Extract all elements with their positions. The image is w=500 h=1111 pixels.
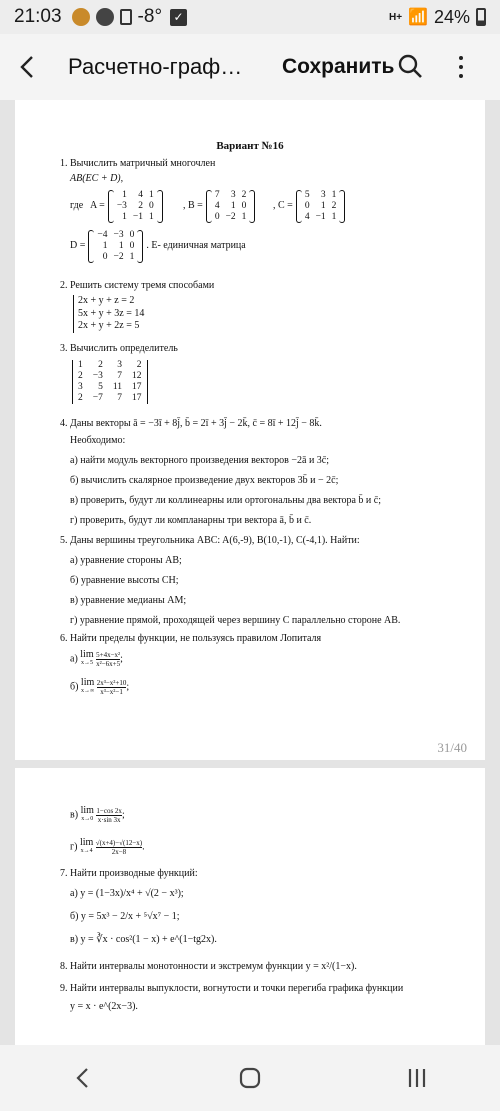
matrix-cell: 1 — [129, 252, 135, 262]
matrix-a — [90, 190, 163, 223]
matrix-cell: 0 — [102, 252, 108, 262]
task-1-expression: AB(EC + D), — [70, 173, 124, 184]
task-8-heading: 8. Найти интервалы монотонности и экстремум функции y = x²/(1−x). — [60, 961, 357, 972]
matrix-cell: 1 — [149, 190, 154, 200]
task-4-b: б) вычислить скалярное произведение двух векторов 3b̄ и − 2c̄; — [70, 475, 339, 486]
matrix-cell: 2 — [241, 190, 247, 200]
det-cell: 7 — [117, 371, 123, 381]
matrix-c-label: , C = — [273, 200, 293, 212]
item-marker: б) — [70, 681, 79, 693]
det-cell: 1 — [78, 360, 83, 370]
page-indicator: 31/40 — [437, 740, 467, 755]
matrix-cell: −1 — [132, 212, 144, 222]
fraction — [96, 651, 120, 668]
task-5-c: в) уравнение медианы AM; — [70, 595, 187, 606]
variant-title: Вариант №16 — [216, 140, 284, 152]
system-nav-bar — [0, 1045, 500, 1111]
matrix-cell: 7 — [214, 190, 220, 200]
matrix-cell: 4 — [304, 212, 310, 222]
lim-word: lim — [80, 649, 94, 660]
matrix-c-table — [302, 190, 340, 223]
task-5-heading: 5. Даны вершины треугольника ABC: A(6,-9), B(10,-1), C(-4,1). Найти: — [60, 535, 360, 546]
document-title: Расчетно-граф… — [68, 54, 243, 79]
status-time: 21:03 — [14, 6, 62, 27]
more-vert-dot — [459, 65, 463, 69]
lim-operator — [81, 678, 94, 696]
signal-icon: 📶 — [408, 9, 428, 26]
det-cell: 7 — [117, 393, 123, 403]
matrix-bracket — [249, 190, 255, 223]
limit-d: г) lim x→4 $\frac{√(x+4)-√(12-x)}{2x-8}$ . — [70, 837, 145, 856]
matrix-cell: 1 — [149, 212, 154, 222]
task-5-d: г) уравнение прямой, проходящей через вершину C параллельно стороне AB. — [70, 615, 401, 626]
matrix-d-label: D = — [70, 240, 86, 252]
task-4-d: г) проверить, будут ли компланарны три вектора ā, b̄ и c̄. — [70, 515, 312, 526]
matrix-cell: −3 — [116, 201, 127, 211]
matrix-cell: 5 — [304, 190, 310, 200]
back-button[interactable] — [0, 34, 56, 100]
matrix-cell: 0 — [129, 230, 135, 240]
det-cell: 3 — [78, 382, 83, 392]
save-button[interactable]: Сохранить — [282, 55, 395, 78]
task-4-need: Необходимо: — [70, 435, 126, 446]
matrix-bracket — [137, 230, 143, 263]
det-cell: 17 — [132, 382, 142, 392]
matrix-cell: 2 — [331, 201, 337, 211]
det-cell: 5 — [98, 382, 103, 392]
battery-level: 24% — [433, 6, 470, 27]
document-viewer[interactable] — [0, 100, 500, 1045]
matrix-b-table — [212, 190, 250, 223]
denominator: 2x−8 — [111, 847, 127, 856]
equation-system — [73, 295, 144, 333]
lim-operator — [80, 838, 93, 856]
lim-word: lim — [80, 805, 94, 816]
back-arrow-icon — [18, 55, 38, 79]
matrix-cell: −1 — [315, 212, 326, 222]
limit-b: б) lim x→∞ $\frac{\text{2x³−x²+10}}{\text{x³−x²−1}}$ ; — [70, 677, 130, 696]
lim-operator — [81, 806, 94, 824]
matrix-cell: 4 — [214, 201, 220, 211]
item-marker: а) — [70, 653, 78, 665]
document-page — [15, 768, 485, 1045]
nav-home-icon — [238, 1066, 262, 1090]
matrix-cell: −4 — [97, 230, 108, 240]
matrix-cell: 0 — [129, 241, 135, 251]
det-cell: 2 — [98, 360, 103, 370]
temperature: -8° — [137, 6, 163, 27]
fraction — [96, 839, 142, 856]
matrix-cell: 0 — [149, 201, 154, 211]
task-3-heading: 3. Вычислить определитель — [60, 343, 178, 354]
det-cell: 2 — [78, 371, 83, 381]
lim-word: lim — [79, 837, 94, 848]
task-7-a: а) y = (1−3x)/x⁴ + √(2 − x³); — [70, 888, 184, 899]
numerator: 1−cos 2x — [96, 806, 122, 815]
task-9-heading: 9. Найти интервалы выпуклости, вогнутости и точки перегиба графика функции — [60, 983, 404, 994]
lim-subscript: x→∞ — [80, 688, 95, 694]
det-cell: 2 — [136, 360, 142, 370]
task-4-a: а) найти модуль векторного произведения векторов −2ā и 3c̄; — [70, 455, 330, 466]
network-type: H+ — [388, 11, 403, 23]
matrix-cell: 1 — [118, 241, 124, 251]
lim-operator — [80, 650, 93, 668]
matrix-cell: 0 — [304, 201, 310, 211]
matrix-cell: 1 — [102, 241, 108, 251]
det-cell: 2 — [78, 393, 83, 403]
numerator: 5+4x−x² — [96, 650, 121, 659]
det-cell: −7 — [92, 393, 103, 403]
matrix-d — [70, 230, 246, 263]
nav-back-icon — [75, 1066, 91, 1090]
task-7-b: б) y = 5x³ − 2/x + ⁵√x⁷ − 1; — [70, 911, 180, 922]
search-button[interactable] — [394, 50, 428, 84]
sim-icon — [120, 9, 132, 25]
matrix-cell: −2 — [113, 252, 124, 262]
det-cell: 12 — [132, 371, 142, 381]
equation: 2x + y + 2z = 5 — [78, 320, 140, 331]
matrix-c — [273, 190, 345, 223]
denominator: x²−6x+5 — [96, 659, 121, 668]
denominator: x·sin 3x — [97, 815, 121, 824]
numerator: 2x³−x²+10 — [96, 678, 127, 687]
task-5-b: б) уравнение высоты CH; — [70, 575, 179, 586]
more-vert-dot — [459, 74, 463, 78]
task-7-c: в) y = ∛x · cos²(1 − x) + e^(1−tg2x). — [70, 934, 217, 945]
matrix-bracket — [339, 190, 345, 223]
task-2-heading: 2. Решить систему тремя способами — [60, 280, 215, 291]
limit-c: в) lim x→0 $\frac{1-\cos 2x}{x\cdot\sin 3x}$ ; — [70, 805, 125, 824]
matrix-d-tail: . E- единичная матрица — [146, 240, 246, 252]
det-cell: 17 — [132, 393, 142, 403]
task-7-heading: 7. Найти производные функций: — [60, 868, 198, 879]
task-6-heading: 6. Найти пределы функции, не пользуясь правилом Лопиталя — [60, 633, 322, 644]
more-options-button[interactable] — [446, 50, 476, 84]
nav-recents-icon — [405, 1067, 429, 1089]
numerator: √(x+4)−√(12−x) — [95, 838, 143, 847]
task-1-where: где — [70, 200, 84, 211]
matrix-a-label: A = — [90, 200, 105, 212]
det-cell: −3 — [92, 371, 103, 381]
app-notification-icon — [72, 8, 90, 26]
matrix-cell: 1 — [230, 201, 236, 211]
lim-subscript: x→5 — [80, 660, 93, 666]
matrix-a-table — [114, 190, 157, 223]
task-4-c: в) проверить, будут ли коллинеарны или ортогональны два вектора b̄ и c̄; — [70, 495, 381, 506]
matrix-d-table — [94, 230, 137, 263]
matrix-cell: 0 — [214, 212, 220, 222]
matrix-cell: 1 — [122, 190, 127, 200]
fraction — [97, 679, 127, 696]
matrix-cell: 1 — [122, 212, 127, 222]
matrix-b — [183, 190, 255, 223]
equation: 5x + y + 3z = 14 — [78, 307, 145, 319]
matrix-cell: 1 — [331, 212, 337, 222]
limit-a: а) lim x→5 $\frac{\text{5+4x−x²}}{\text{x²−6x+5}}$ ; — [70, 649, 123, 668]
nav-recents-button[interactable] — [387, 1053, 447, 1103]
determinant-table — [72, 360, 148, 404]
matrix-cell: 3 — [320, 190, 326, 200]
lim-word: lim — [80, 677, 95, 688]
app-notification-icon-2 — [96, 8, 114, 26]
matrix-cell: −3 — [113, 230, 124, 240]
lim-subscript: x→0 — [81, 816, 94, 822]
matrix-cell: 1 — [331, 190, 337, 200]
app-bar — [0, 34, 500, 100]
nav-home-button[interactable] — [220, 1053, 280, 1103]
matrix-cell: 3 — [230, 190, 236, 200]
item-marker: г) — [70, 841, 78, 853]
determinant — [72, 360, 148, 404]
nav-back-button[interactable] — [53, 1053, 113, 1103]
fraction — [96, 807, 122, 824]
denominator: x³−x²−1 — [100, 687, 123, 696]
item-marker: в) — [70, 809, 79, 821]
battery-icon — [476, 8, 486, 26]
det-cell: 11 — [112, 382, 123, 392]
matrix-cell: 0 — [241, 201, 247, 211]
matrix-cell: 2 — [138, 201, 144, 211]
matrix-cell: 4 — [138, 190, 144, 200]
task-1-heading: 1. Вычислить матричный многочлен — [60, 158, 216, 169]
task-5-a: а) уравнение стороны AB; — [70, 555, 182, 566]
matrix-cell: 1 — [320, 201, 326, 211]
task-9-function: y = x · e^(2x−3). — [70, 1001, 138, 1012]
task-4-heading: 4. Даны векторы ā = −3ī + 8j̄, b̄ = 2ī + 3j̄ − 2k̄, c̄ = 8ī + 12j̄ − 8k̄. — [60, 418, 322, 429]
status-bar — [0, 0, 500, 34]
equation: 2x + y + z = 2 — [78, 295, 135, 306]
lim-subscript: x→4 — [80, 848, 93, 854]
matrix-bracket — [157, 190, 163, 223]
det-cell: 3 — [117, 360, 123, 370]
search-icon — [394, 50, 428, 84]
document-page — [15, 100, 485, 760]
more-vert-icon — [459, 56, 463, 60]
matrix-cell: −2 — [225, 212, 236, 222]
matrix-cell: 1 — [241, 212, 247, 222]
check-icon: ✓ — [170, 9, 187, 26]
matrix-b-label: , B = — [183, 200, 203, 212]
